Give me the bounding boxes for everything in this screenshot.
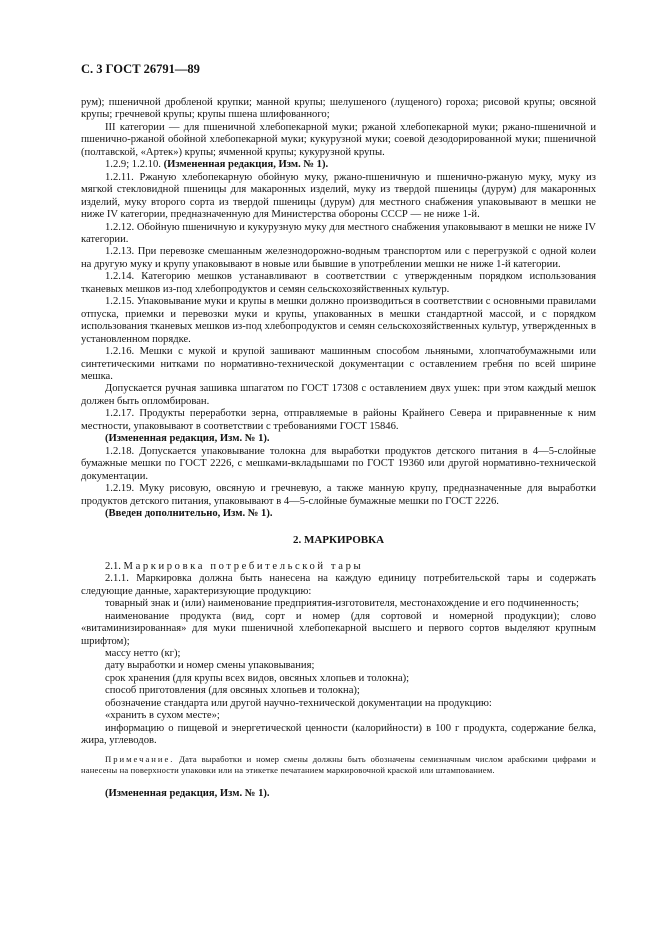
paragraph: 1.2.16. Мешки с мукой и крупой зашивают машинным способом льняными, хлопчатобумажными или синтетическими нитками по нормативно-технической документации с оставлением гребня по всей ширине мешка.: [81, 346, 596, 382]
list-item: массу нетто (кг);: [105, 648, 181, 660]
document-body: [81, 97, 596, 801]
section-title: 2. МАРКИРОВКА: [292, 534, 385, 547]
paragraph: Допускается ручная зашивка шпагатом по ГОСТ 17308 с оставлением двух ушек: при этом каждый мешок должен быть опломбирован.: [81, 383, 596, 407]
paragraph: 1.2.19. Муку рисовую, овсяную и гречневую, а также манную крупу, предназначенные для выработки продуктов детского питания, упаковывают в 4—5-слойные бумажные мешки по ГОСТ 2226.: [81, 483, 596, 507]
subsection-heading: [81, 561, 596, 573]
paragraph: 1.2.17. Продукты переработки зерна, отправляемые в районы Крайнего Севера и приравненные к ним местности, упаковывают в соответствии с требованиями ГОСТ 15846.: [81, 408, 596, 432]
paragraph: 1.2.11. Ржаную хлебопекарную обойную муку, ржано-пшеничную и пшенично-ржаную муку, муку из мягкой стекловидной пшеницы для макаронных изделий, муку из твердой пшеницы (дурум) для макаронных изделий, муку второго сорта из твердой пшеницы (дурум) для местного снабжения упаковывают в мешки не ниже IV категории, предназначенную для Министерства обороны СССР — не ниже 1-й.: [81, 171, 596, 221]
paragraph: рум); пшеничной дробленой крупки; манной крупы; шелушеного (лущеного) гороха; рисовой крупы; овсяной крупы; гречневой крупы; крупы пшена шлифованного;: [81, 97, 596, 121]
paragraph: 2.1.1. Маркировка должна быть нанесена на каждую единицу потребительской тары и содержать следующие данные, характеризующие продукцию:: [81, 573, 596, 597]
paragraph: [81, 159, 596, 171]
paragraph: 1.2.18. Допускается упаковывание толокна для выработки продуктов детского питания в 4—5-слойные бумажные мешки по ГОСТ 2226, с мешками-вкладышами по ГОСТ 19360 или другой нормативно-технической документации.: [81, 445, 596, 482]
amendment-note: (Измененная редакция, Изм. № 1).: [163, 159, 329, 171]
paragraph: 1.2.12. Обойную пшеничную и кукурузную муку для местного снабжения упаковывают в мешки не ниже IV категории.: [81, 221, 596, 245]
paragraph: 1.2.14. Категорию мешков устанавливают в соответствии с утвержденным порядком использования тканевых мешков из-под хлебопродуктов и семян сельскохозяйственных культур.: [81, 271, 596, 295]
paragraph: III категории — для пшеничной хлебопекарной муки; ржаной хлебопекарной муки; ржано-пшеничной и пшенично-ржаной обойной хлебопекарной муки; кукурузной муки; соевой дезодорированной муки; пшеничной (полтавской, «Артек») крупы; ячменной крупы; кукурузной крупы.: [81, 121, 596, 158]
note: [81, 754, 596, 776]
paragraph: 1.2.15. Упаковывание муки и крупы в мешки должно производиться в соответствии с основными правилами отпуска, приемки и перевозки муки и крупы, упакованных в мешки стандартной массой, и с порядком использования тканевых мешков из-под хлебопродуктов и семян сельскохозяйственных культур, утвержденных в установленном порядке.: [81, 296, 596, 345]
list-item: «хранить в сухом месте»;: [105, 710, 220, 722]
subsection-title: Маркировка потребительской тары: [123, 560, 364, 572]
note-text: Дата выработки и номер смены должны быть обозначены семизначным числом арабскими цифрами и нанесены на поверхности упаковки или на этикетке печатанием маркировочной краской или штампованием.: [81, 753, 596, 775]
list-item: дату выработки и номер смены упаковывания;: [105, 660, 315, 672]
amendment-note: (Измененная редакция, Изм. № 1).: [105, 433, 270, 445]
amendment-note: (Введен дополнительно, Изм. № 1).: [105, 507, 273, 519]
clause-number: 1.2.9; 1.2.10.: [105, 159, 161, 171]
amendment-note: (Измененная редакция, Изм. № 1).: [105, 788, 270, 800]
list-item: наименование продукта (вид, сорт и номер (для сортовой и номерной продукции); слово «витаминизированная» для муки пшеничной хлебопекарной высшего и первого сортов выделяют крупным шрифтом);: [81, 610, 596, 647]
list-item: обозначение стандарта или другой научно-технической документации на продукцию:: [105, 697, 492, 709]
list-item: способ приготовления (для овсяных хлопьев и толокна);: [105, 685, 360, 697]
page-header: С. 3 ГОСТ 26791—89: [81, 62, 200, 76]
paragraph: 1.2.13. При перевозке смешанным железнодорожно-водным транспортом или с перегрузкой с одной колеи на другую муку и крупу упаковывают в новые или бывшие в употреблении мешки не ниже 1-й категории.: [81, 246, 596, 270]
clause-number: 2.1.: [105, 560, 121, 572]
list-item: срок хранения (для крупы всех видов, овсяных хлопьев и толокна);: [105, 672, 410, 684]
note-label: Примечание.: [105, 753, 175, 764]
list-item: информацию о пищевой и энергетической ценности (калорийности) в 100 г продукта, содержание белка, жира, углеводов.: [81, 722, 596, 747]
list-item: товарный знак и (или) наименование предприятия-изготовителя, местонахождение и его подчиненность;: [105, 598, 579, 610]
